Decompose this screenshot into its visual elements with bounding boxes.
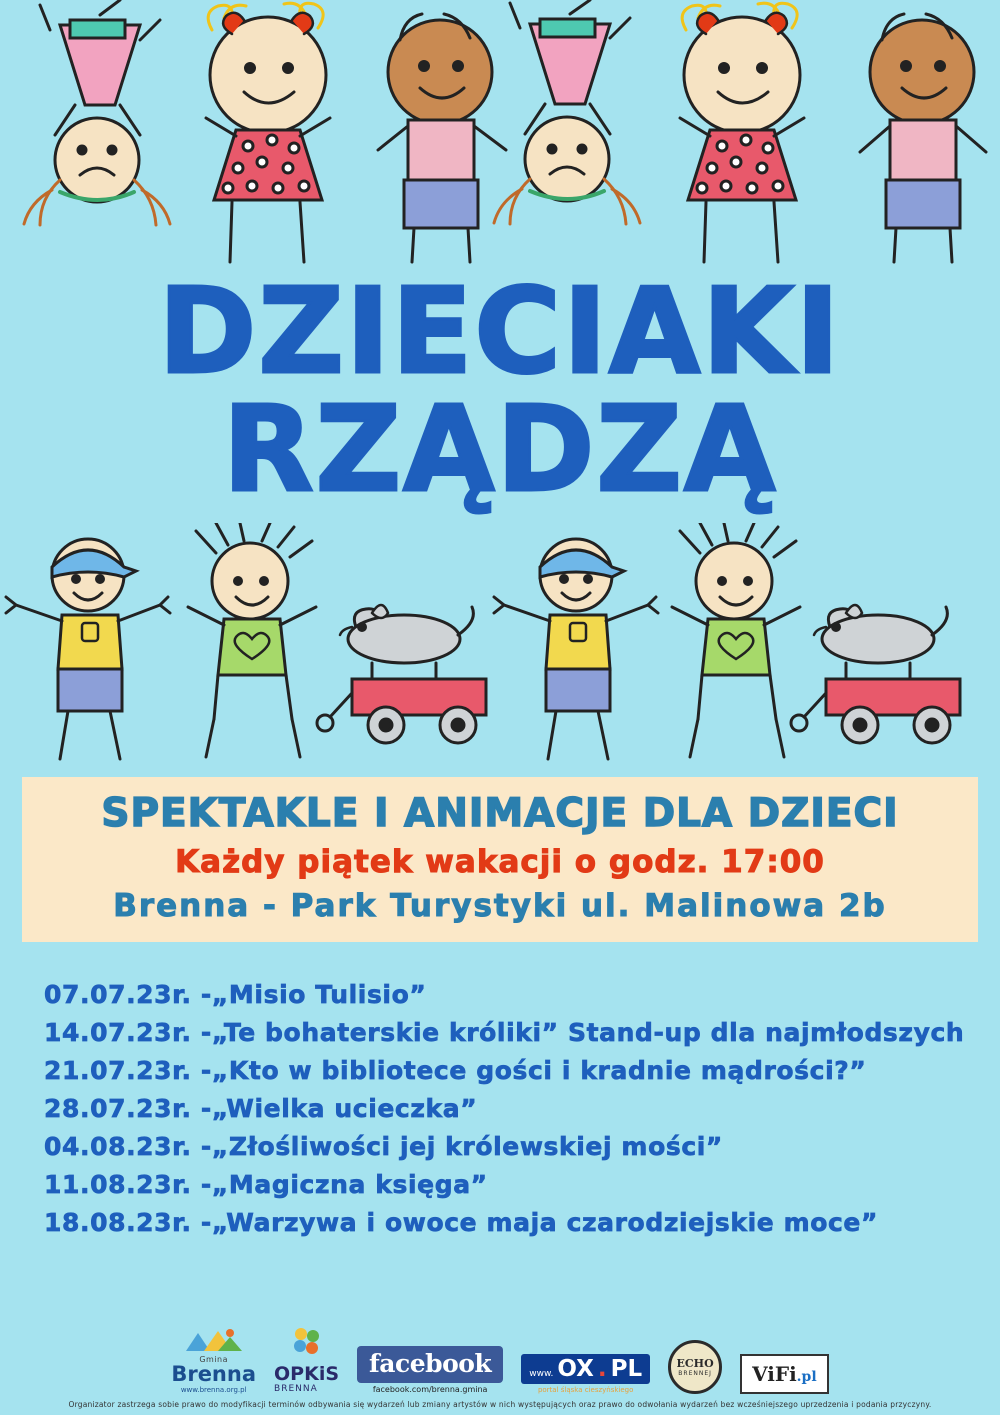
footer [0, 1328, 1000, 1409]
opkis-name: OPKiS [274, 1363, 340, 1385]
logo-brenna [171, 1325, 256, 1394]
kid-girl-1 [206, 3, 330, 262]
kid-heart-girl-1 [188, 523, 316, 757]
banner-headline: SPEKTAKLE I ANIMACJE DLA DZIECI [101, 791, 899, 837]
ox-dot: . [597, 1356, 607, 1382]
brenna-mark-icon [184, 1325, 244, 1355]
list-item: 07.07.23r. -„Misio Tulisio” [44, 980, 427, 1010]
bottom-illustration-row [0, 523, 1000, 763]
ox-main: OX [557, 1356, 594, 1382]
list-item: 04.08.23r. -„Złośliwości jej królewskiej mości” [44, 1132, 723, 1162]
echo-name: ECHO [676, 1357, 714, 1370]
brenna-url: www.brenna.org.pl [180, 1386, 247, 1394]
logo-ox [521, 1354, 650, 1394]
list-item: 21.07.23r. -„Kto w bibliotece gości i kradnie mądrości?” [44, 1056, 867, 1086]
vifi-box [740, 1354, 829, 1394]
kid-boy-1 [378, 14, 506, 262]
vifi-suffix: .pl [796, 1369, 817, 1385]
kid-upside-down-1 [24, 0, 170, 225]
title-line-1: DZIECIAKI [158, 262, 842, 400]
poster-title [0, 262, 1000, 519]
opkis-flower-icon [292, 1326, 322, 1360]
children-drawing-bottom [0, 523, 1000, 763]
title-line-2: RZĄDZĄ [222, 380, 778, 519]
banner-when: Każdy piątek wakacji o godz. 17:00 [175, 844, 825, 881]
echo-sub: BRENNEJ [678, 1370, 712, 1377]
vifi-name: ViFi [752, 1362, 797, 1386]
kid-girl-2 [680, 3, 804, 262]
logo-echo [668, 1340, 722, 1394]
list-item: 14.07.23r. -„Te bohaterskie króliki” Stand-up dla najmłodszych [44, 1018, 965, 1048]
logo-facebook [357, 1346, 503, 1394]
list-item: 28.07.23r. -„Wielka ucieczka” [44, 1094, 478, 1124]
list-item: 11.08.23r. -„Magiczna księga” [44, 1170, 488, 1200]
top-illustration-row [0, 0, 1000, 265]
ox-subtitle: portal śląska cieszyńskiego [537, 1386, 634, 1394]
ox-pl: PL [610, 1356, 643, 1382]
logo-opkis [274, 1326, 339, 1394]
ox-www: www. [529, 1369, 554, 1379]
ox-box [521, 1354, 650, 1384]
list-item: 18.08.23r. -„Warzywa i owoce maja czarodziejskie moce” [44, 1208, 879, 1238]
brenna-gmina-label: Gmina [199, 1355, 229, 1364]
dog-wagon-2 [791, 605, 960, 743]
facebook-url: facebook.com/brenna.gmina [372, 1385, 488, 1394]
disclaimer-text: Organizator zastrzega sobie prawo do modyfikacji terminów odbywania się wydarzeń lub zmiany artystów w nich występujących oraz prawo do odwołania wydarzeń bez wcześniejszego uprzedzenia i podania przyczyny. [68, 1400, 932, 1409]
echo-circle [668, 1340, 722, 1394]
dog-wagon-1 [317, 605, 486, 743]
kid-cap-boy-1 [6, 539, 170, 759]
event-banner [22, 777, 978, 942]
kid-cap-boy-2 [494, 539, 658, 759]
opkis-sub: BRENNA [274, 1384, 318, 1394]
kid-heart-girl-2 [672, 523, 800, 757]
children-drawing-top [0, 0, 1000, 265]
schedule-list [44, 976, 1000, 1242]
banner-where: Brenna - Park Turystyki ul. Malinowa 2b [113, 888, 887, 925]
logo-vifi [740, 1354, 829, 1394]
facebook-label: facebook [357, 1346, 503, 1383]
brenna-name: Brenna [171, 1362, 257, 1386]
sponsor-logos [0, 1328, 1000, 1394]
kid-boy-2 [860, 14, 986, 262]
kid-upside-down-2 [494, 0, 640, 224]
